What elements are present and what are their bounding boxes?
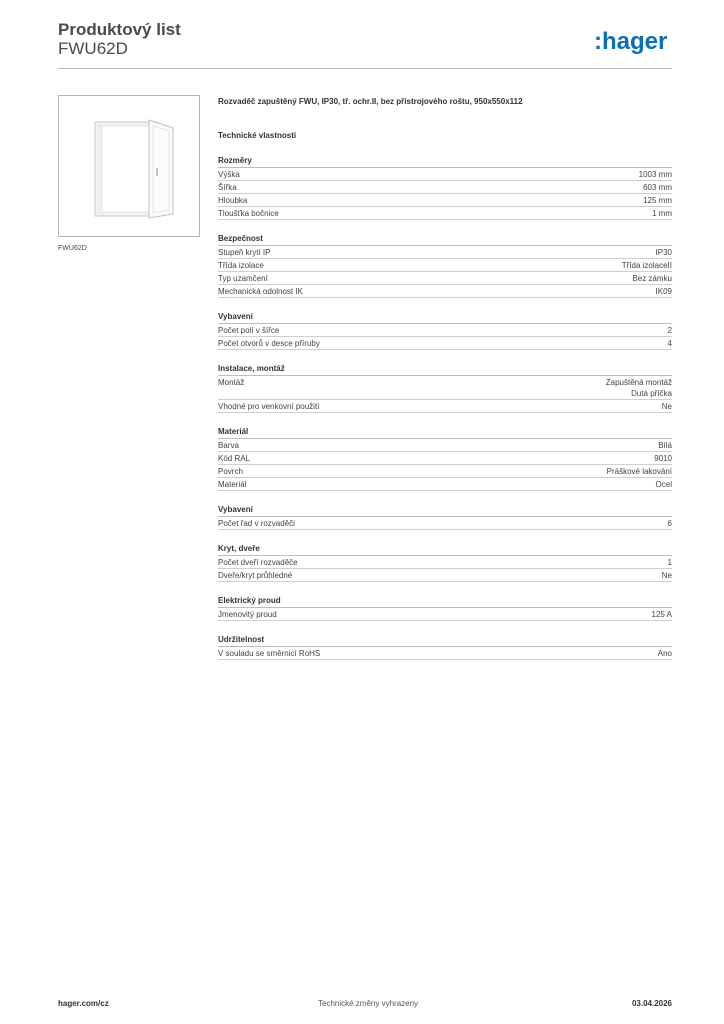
property-value: 125 mm <box>643 196 672 205</box>
property-label: Stupeň krytí IP <box>218 248 271 257</box>
property-value: IP30 <box>655 248 672 257</box>
property-value: 1003 mm <box>638 170 672 179</box>
section <box>218 154 672 220</box>
distribution-board-image <box>87 118 177 220</box>
property-value: 125 A <box>651 610 672 619</box>
property-value: Ano <box>657 649 672 658</box>
property-value: Bez zámku <box>632 274 672 283</box>
property-label: Tloušťka bočnice <box>218 209 279 218</box>
property-label: Počet polí v šířce <box>218 326 280 335</box>
property-label: Výška <box>218 170 240 179</box>
technical-properties-heading: Technické vlastnosti <box>218 131 297 140</box>
hager-logo <box>594 28 674 56</box>
property-label: Dveře/kryt průhledné <box>218 571 293 580</box>
property-row <box>218 608 672 621</box>
property-value: 1 <box>667 558 672 567</box>
property-row <box>218 517 672 530</box>
property-row <box>218 259 672 272</box>
property-value: 603 mm <box>643 183 672 192</box>
section <box>218 503 672 530</box>
section-title: Vybavení <box>218 503 672 517</box>
property-value: 1 mm <box>652 209 672 218</box>
property-label: Mechanická odolnost IK <box>218 287 303 296</box>
property-row <box>218 439 672 452</box>
property-value: Zapuštěná montáž Dutá příčka <box>605 378 672 398</box>
section-title: Elektrický proud <box>218 594 672 608</box>
property-row <box>218 194 672 207</box>
property-label: Hloubka <box>218 196 248 205</box>
property-row <box>218 168 672 181</box>
section <box>218 542 672 582</box>
section-title: Rozměry <box>218 154 672 168</box>
section-title: Bezpečnost <box>218 232 672 246</box>
product-code: FWU62D <box>58 39 128 58</box>
property-row <box>218 324 672 337</box>
property-row <box>218 272 672 285</box>
product-details <box>218 95 672 660</box>
property-row <box>218 556 672 569</box>
property-value: 4 <box>667 339 672 348</box>
section <box>218 594 672 621</box>
property-value: 2 <box>667 326 672 335</box>
section-title: Instalace, montáž <box>218 362 672 376</box>
product-image-caption: FWU62D <box>58 245 87 252</box>
property-row <box>218 647 672 660</box>
properties-list <box>218 154 672 660</box>
property-value: IK09 <box>655 287 672 296</box>
section <box>218 425 672 491</box>
property-row <box>218 285 672 298</box>
footer-date: 03.04.2026 <box>631 999 672 1008</box>
property-label: Barva <box>218 441 239 450</box>
property-row <box>218 465 672 478</box>
section <box>218 310 672 350</box>
footer-notice: Technické změny vyhrazeny <box>318 999 419 1008</box>
property-row <box>218 246 672 259</box>
section <box>218 633 672 660</box>
property-row <box>218 181 672 194</box>
property-label: Počet dveří rozvaděče <box>218 558 298 567</box>
page-title: Produktový list <box>58 20 181 39</box>
property-label: Kód RAL <box>218 454 251 463</box>
product-description: Rozvaděč zapuštěný FWU, IP30, tř. ochr.II, bez přístrojového roštu, 950x550x112 <box>218 97 523 106</box>
property-value: Třída izolaceII <box>621 261 672 270</box>
property-label: Jmenovitý proud <box>218 610 277 619</box>
property-label: Povrch <box>218 467 243 476</box>
property-value: Bílá <box>658 441 672 450</box>
property-label: Počet řad v rozvaděči <box>218 519 295 528</box>
logo-text: :hager <box>594 28 668 55</box>
property-label: Materiál <box>218 480 247 489</box>
property-label: Šířka <box>218 183 237 192</box>
property-row <box>218 569 672 582</box>
property-value: 9010 <box>654 454 672 463</box>
property-label: Typ uzamčení <box>218 274 268 283</box>
footer-website: hager.com/cz <box>58 999 109 1008</box>
property-row <box>218 207 672 220</box>
property-label: Montáž <box>218 378 245 387</box>
section <box>218 232 672 298</box>
property-label: Vhodné pro venkovní použití <box>218 402 320 411</box>
property-value: Ne <box>661 571 672 580</box>
property-row <box>218 376 672 400</box>
section-title: Vybavení <box>218 310 672 324</box>
property-row <box>218 337 672 350</box>
section <box>218 362 672 413</box>
section-title: Kryt, dveře <box>218 542 672 556</box>
header-divider <box>58 68 672 69</box>
product-image-frame <box>58 95 200 237</box>
property-label: Počet otvorů v desce příruby <box>218 339 320 348</box>
property-row <box>218 400 672 413</box>
property-label: Třída izolace <box>218 261 264 270</box>
property-label: V souladu se směrnicí RoHS <box>218 649 321 658</box>
property-row <box>218 478 672 491</box>
section-title: Udržitelnost <box>218 633 672 647</box>
section-title: Materiál <box>218 425 672 439</box>
property-row <box>218 452 672 465</box>
property-value: Práškové lakování <box>606 467 672 476</box>
property-value: Ne <box>661 402 672 411</box>
property-value: Ocel <box>655 480 672 489</box>
property-value: 6 <box>667 519 672 528</box>
